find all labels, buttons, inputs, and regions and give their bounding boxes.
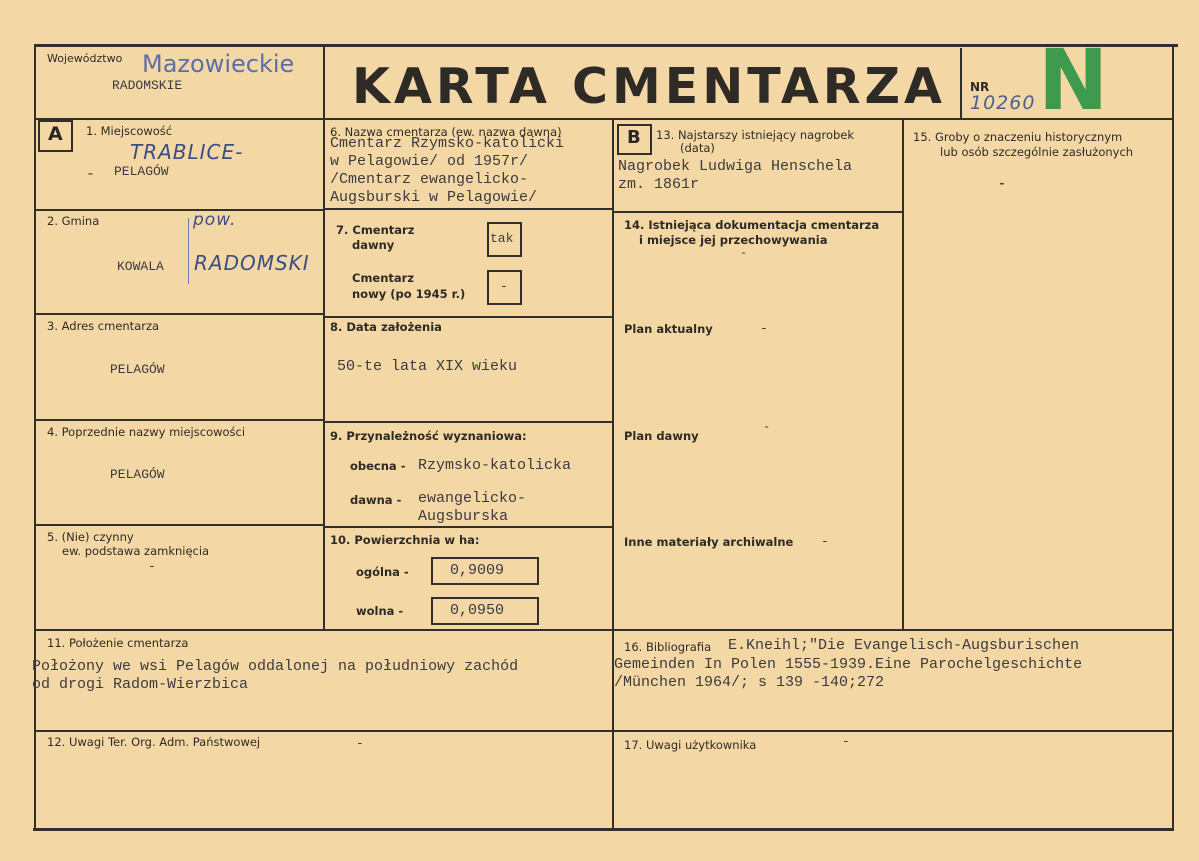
- f4-value: PELAGÓW: [110, 467, 165, 482]
- row-line-a2: [35, 313, 325, 315]
- f10-total-label: ogólna -: [356, 565, 409, 579]
- province-stamp: Mazowieckie: [142, 50, 295, 78]
- f12-label: 12. Uwagi Ter. Org. Adm. Państwowej: [47, 735, 261, 749]
- row-line-a1: [35, 209, 325, 211]
- category-letter-n: N: [1038, 31, 1109, 129]
- f3-value: PELAGÓW: [110, 362, 165, 377]
- col-line-c: [902, 118, 904, 630]
- f2-label: 2. Gmina: [47, 214, 100, 228]
- f5-value: -: [148, 559, 156, 574]
- f1-handwritten: TRABLICE-: [130, 140, 244, 164]
- f6-label: 6. Nazwa cmentarza (ew. nazwa dawna): [330, 125, 562, 139]
- row-line-bottom-2: [35, 730, 1174, 732]
- f3-label: 3. Adres cmentarza: [47, 319, 160, 333]
- f15-value: -: [998, 176, 1006, 191]
- f7-old-label-2: dawny: [352, 238, 395, 252]
- f11-line-2: od drogi Radom-Wierzbica: [32, 676, 249, 693]
- other-materials-label: Inne materiały archiwalne: [624, 535, 794, 549]
- f14-label-2: i miejsce jej przechowywania: [639, 233, 828, 247]
- f6-line-4: Augsburski w Pelagowie/: [330, 189, 538, 206]
- header-vline-2: [960, 48, 962, 120]
- f10-free-label: wolna -: [356, 604, 404, 618]
- f8-value: 50-te lata XIX wieku: [337, 358, 518, 375]
- f5-label-1: 5. (Nie) czynny: [47, 530, 134, 544]
- row-line-m3: [323, 421, 614, 423]
- f17-label: 17. Uwagi użytkownika: [624, 738, 757, 752]
- f11-line-1: Położony we wsi Pelagów oddalonej na południowy zachód: [32, 658, 519, 675]
- f7-old-value: tak: [490, 231, 514, 246]
- frame-left: [34, 44, 36, 830]
- row-line-b1: [612, 211, 904, 213]
- row-line-a4: [35, 524, 325, 526]
- f10-label: 10. Powierzchnia w ha:: [330, 533, 480, 547]
- section-b-letter: B: [627, 127, 641, 148]
- f15-label-2: lub osób szczególnie zasłużonych: [940, 145, 1134, 159]
- plan-current-label: Plan aktualny: [624, 322, 713, 336]
- f14-value: -: [740, 246, 748, 260]
- f7-new-value: -: [500, 279, 508, 294]
- f16-line-1: E.Kneihl;"Die Evangelisch-Augsburischen: [728, 637, 1080, 654]
- f17-value: -: [842, 734, 850, 749]
- frame-right: [1172, 44, 1174, 830]
- f9-former-value-1: ewangelicko-: [418, 490, 527, 507]
- plan-old-value: -: [763, 420, 771, 434]
- row-line-m1: [323, 208, 614, 210]
- frame-top: [35, 44, 1178, 47]
- row-line-m2: [323, 316, 614, 318]
- card-title: KARTA CMENTARZA: [352, 58, 946, 115]
- f13-line-2: zm. 1861r: [618, 176, 700, 193]
- f12-value: -: [356, 736, 364, 751]
- nr-label: NR: [970, 80, 990, 94]
- f9-label: 9. Przynależność wyznaniowa:: [330, 429, 527, 443]
- f9-current-label: obecna -: [350, 459, 406, 473]
- f4-label: 4. Poprzednie nazwy miejscowości: [47, 425, 246, 439]
- f13-label-1: 13. Najstarszy istniejący nagrobek: [656, 128, 855, 142]
- f7-new-label-1: Cmentarz: [352, 271, 415, 285]
- f1-value: PELAGÓW: [114, 164, 169, 179]
- f5-label-2: ew. podstawa zamknięcia: [62, 544, 210, 558]
- f2-value: KOWALA: [117, 259, 164, 274]
- f8-label: 8. Data założenia: [330, 320, 442, 334]
- f10-free-value: 0,0950: [450, 602, 505, 619]
- f6-line-3: /Cmentarz ewangelicko-: [330, 171, 529, 188]
- f15-label-1: 15. Groby o znaczeniu historycznym: [913, 130, 1123, 144]
- row-line-a3: [35, 419, 325, 421]
- f6-line-2: w Pelagowie/ od 1957r/: [330, 153, 529, 170]
- district-stamp: RADOMSKIE: [112, 78, 183, 93]
- header-divider: [35, 118, 1174, 120]
- f9-former-label: dawna -: [350, 493, 402, 507]
- f1-label: 1. Miejscowość: [86, 124, 173, 138]
- frame-bottom: [33, 828, 1174, 831]
- row-line-m4: [323, 526, 614, 528]
- f7-new-label-2: nowy (po 1945 r.): [352, 287, 466, 301]
- col-line-a: [323, 118, 325, 630]
- f10-total-value: 0,9009: [450, 562, 505, 579]
- plan-current-value: -: [760, 321, 768, 336]
- section-a-letter: A: [48, 123, 63, 145]
- f2-hand-county: RADOMSKI: [194, 251, 310, 275]
- province-label: Województwo: [47, 52, 123, 65]
- f7-old-label-1: 7. Cmentarz: [336, 223, 415, 237]
- f16-line-3: /München 1964/; s 139 -140;272: [614, 674, 885, 691]
- f9-current-value: Rzymsko-katolicka: [418, 457, 572, 474]
- f11-label: 11. Położenie cmentarza: [47, 636, 189, 650]
- f16-label: 16. Bibliografia: [624, 640, 712, 654]
- f14-label-1: 14. Istniejąca dokumentacja cmentarza: [624, 218, 880, 232]
- other-materials-value: -: [821, 534, 829, 549]
- f1-dash: -: [86, 166, 96, 183]
- f9-former-value-2: Augsburska: [418, 508, 509, 525]
- f2-handwritten-divider: [188, 218, 189, 284]
- plan-old-label: Plan dawny: [624, 429, 699, 443]
- f2-hand-pow: pow.: [193, 210, 237, 230]
- row-line-bottom-1: [35, 629, 1174, 631]
- f13-line-1: Nagrobek Ludwiga Henschela: [618, 158, 853, 175]
- header-vline-1: [323, 44, 325, 120]
- f16-line-2: Gemeinden In Polen 1555-1939.Eine Parochelgeschichte: [614, 656, 1083, 673]
- f13-label-2: (data): [680, 141, 715, 155]
- f6-line-1: Cmentarz Rzymsko-katolicki: [330, 135, 565, 152]
- nr-value: 10260: [970, 92, 1036, 114]
- col-line-b: [612, 118, 614, 830]
